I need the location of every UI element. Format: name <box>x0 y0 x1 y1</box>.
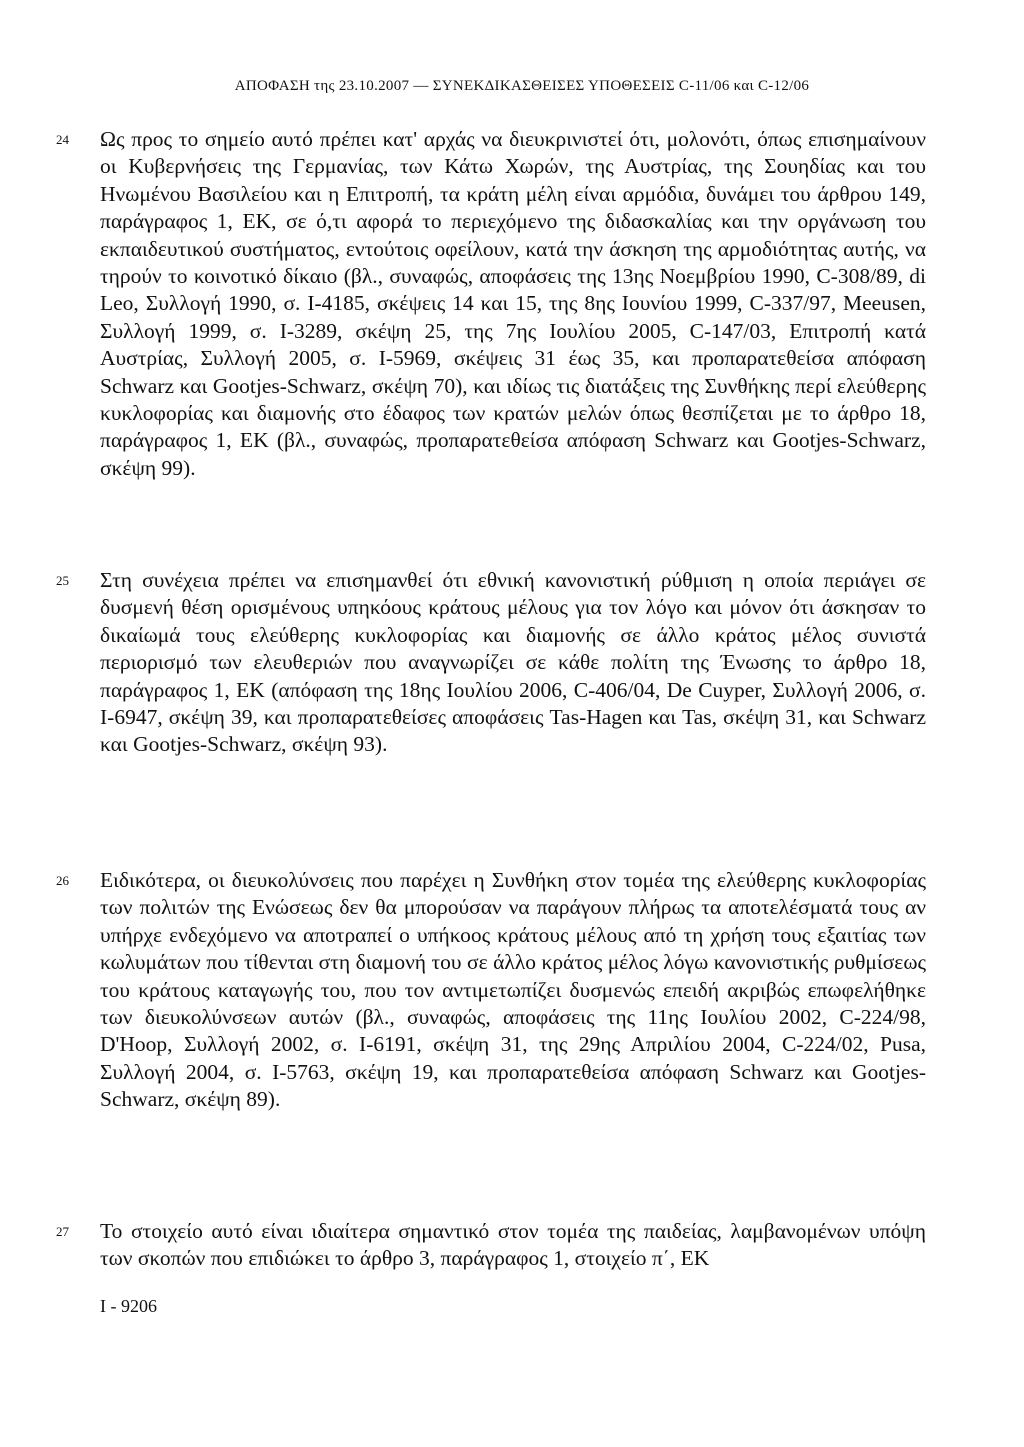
paragraph-text: Το στοιχείο αυτό είναι ιδιαίτερα σημαντικό στον τομέα της παιδείας, λαμβανομένων υπόψη των σκοπών που επιδιώκει το άρθρο 3, παράγραφος 1, στοιχείο π΄, ΕΚ <box>100 1219 926 1271</box>
paragraph-24 <box>56 126 926 482</box>
paragraph-25 <box>56 567 926 759</box>
paragraph-26 <box>56 867 926 1114</box>
paragraph-number: 25 <box>56 573 69 588</box>
page-number: I - 9206 <box>100 1296 157 1316</box>
paragraph-text: Ως προς το σημείο αυτό πρέπει κατ' αρχάς να διευκρινιστεί ότι, μολονότι, όπως επισημαίνουν οι Κυβερνήσεις της Γερμανίας, των Κάτω Χωρών, της Αυστρίας, της Σουηδίας και του Ηνωμένου Βασιλείου και η Επιτροπή, τα κράτη μέλη είναι αρμόδια, δυνάμει του άρθρου 149, παράγραφος 1, ΕΚ, σε ό,τι αφορά το περιεχόμενο της διδασκαλίας και την οργάνωση του εκπαιδευτικού συστήματος, εντούτοις οφείλουν, κατά την άσκηση της αρμοδιότητας αυτής, να τηρούν το κοινοτικό δίκαιο (βλ., συναφώς, αποφάσεις της 13ης Νοεμβρίου 1990, C-308/89, di Leo, Συλλογή 1990, σ. I-4185, σκέψεις 14 και 15, της 8ης Ιουνίου 1999, C-337/97, Meeusen, Συλλογή 1999, σ. I-3289, σκέψη 25, της 7ης Ιουλίου 2005, C-147/03, Επιτροπή κατά Αυστρίας, Συλλογή 2005, σ. I-5969, σκέψεις 31 έως 35, και προπαρατεθείσα απόφαση Schwarz και Gootjes-Schwarz, σκέψη 70), και ιδίως τις διατάξεις της Συνθήκης περί ελεύθερης κυκλοφορίας και διαμονής στο έδαφος των κρατών μελών όπως θεσπίζεται με το άρθρο 18, παράγραφος 1, ΕΚ (βλ., συναφώς, προπαρατεθείσα απόφαση Schwarz και Gootjes-Schwarz, σκέψη 99). <box>100 127 926 480</box>
paragraph-number: 24 <box>56 132 69 147</box>
paragraph-number: 26 <box>56 873 69 888</box>
paragraph-number: 27 <box>56 1224 69 1239</box>
paragraph-text: Στη συνέχεια πρέπει να επισημανθεί ότι εθνική κανονιστική ρύθμιση η οποία περιάγει σε δυσμενή θέση ορισμένους υπηκόους κράτους μέλους για τον λόγο και μόνον ότι άσκησαν το δικαίωμά τους ελεύθερης κυκλοφορίας και διαμονής σε άλλο κράτος μέλος συνιστά περιορισμό των ελευθεριών που αναγνωρίζει σε κάθε πολίτη της Ένωσης το άρθρο 18, παράγραφος 1, ΕΚ (απόφαση της 18ης Ιουλίου 2006, C-406/04, De Cuyper, Συλλογή 2006, σ. I-6947, σκέψη 39, και προπαρατεθείσες αποφάσεις Tas-Hagen και Tas, σκέψη 31, και Schwarz και Gootjes-Schwarz, σκέψη 93). <box>100 568 926 757</box>
running-header: ΑΠΟΦΑΣΗ της 23.10.2007 — ΣΥΝΕΚΔΙΚΑΣΘΕΙΣΕΣ ΥΠΟΘΕΣΕΙΣ C-11/06 και C-12/06 <box>234 78 810 94</box>
paragraph-text: Ειδικότερα, οι διευκολύνσεις που παρέχει η Συνθήκη στον τομέα της ελεύθερης κυκλοφορίας των πολιτών της Ενώσεως δεν θα μπορούσαν να παράγουν πλήρως τα αποτελέσματά τους αν υπήρχε ενδεχόμενο να αποτραπεί ο υπήκοος κράτους μέλους από τη χρήση τους εξαιτίας των κωλυμάτων που τίθενται στη διαμονή του σε άλλο κράτος μέλος λόγω κανονιστικής ρυθμίσεως του κράτους καταγωγής του, που τον αντιμετωπίζει δυσμενώς επειδή ακριβώς επωφελήθηκε των διευκολύνσεων αυτών (βλ., συναφώς, αποφάσεις της 11ης Ιουλίου 2002, C-224/98, D'Hoop, Συλλογή 2002, σ. I-6191, σκέψη 31, της 29ης Απριλίου 2004, C-224/02, Pusa, Συλλογή 2004, σ. I-5763, σκέψη 19, και προπαρατεθείσα απόφαση Schwarz και Gootjes-Schwarz, σκέψη 89). <box>100 868 926 1112</box>
paragraph-27 <box>56 1218 926 1273</box>
